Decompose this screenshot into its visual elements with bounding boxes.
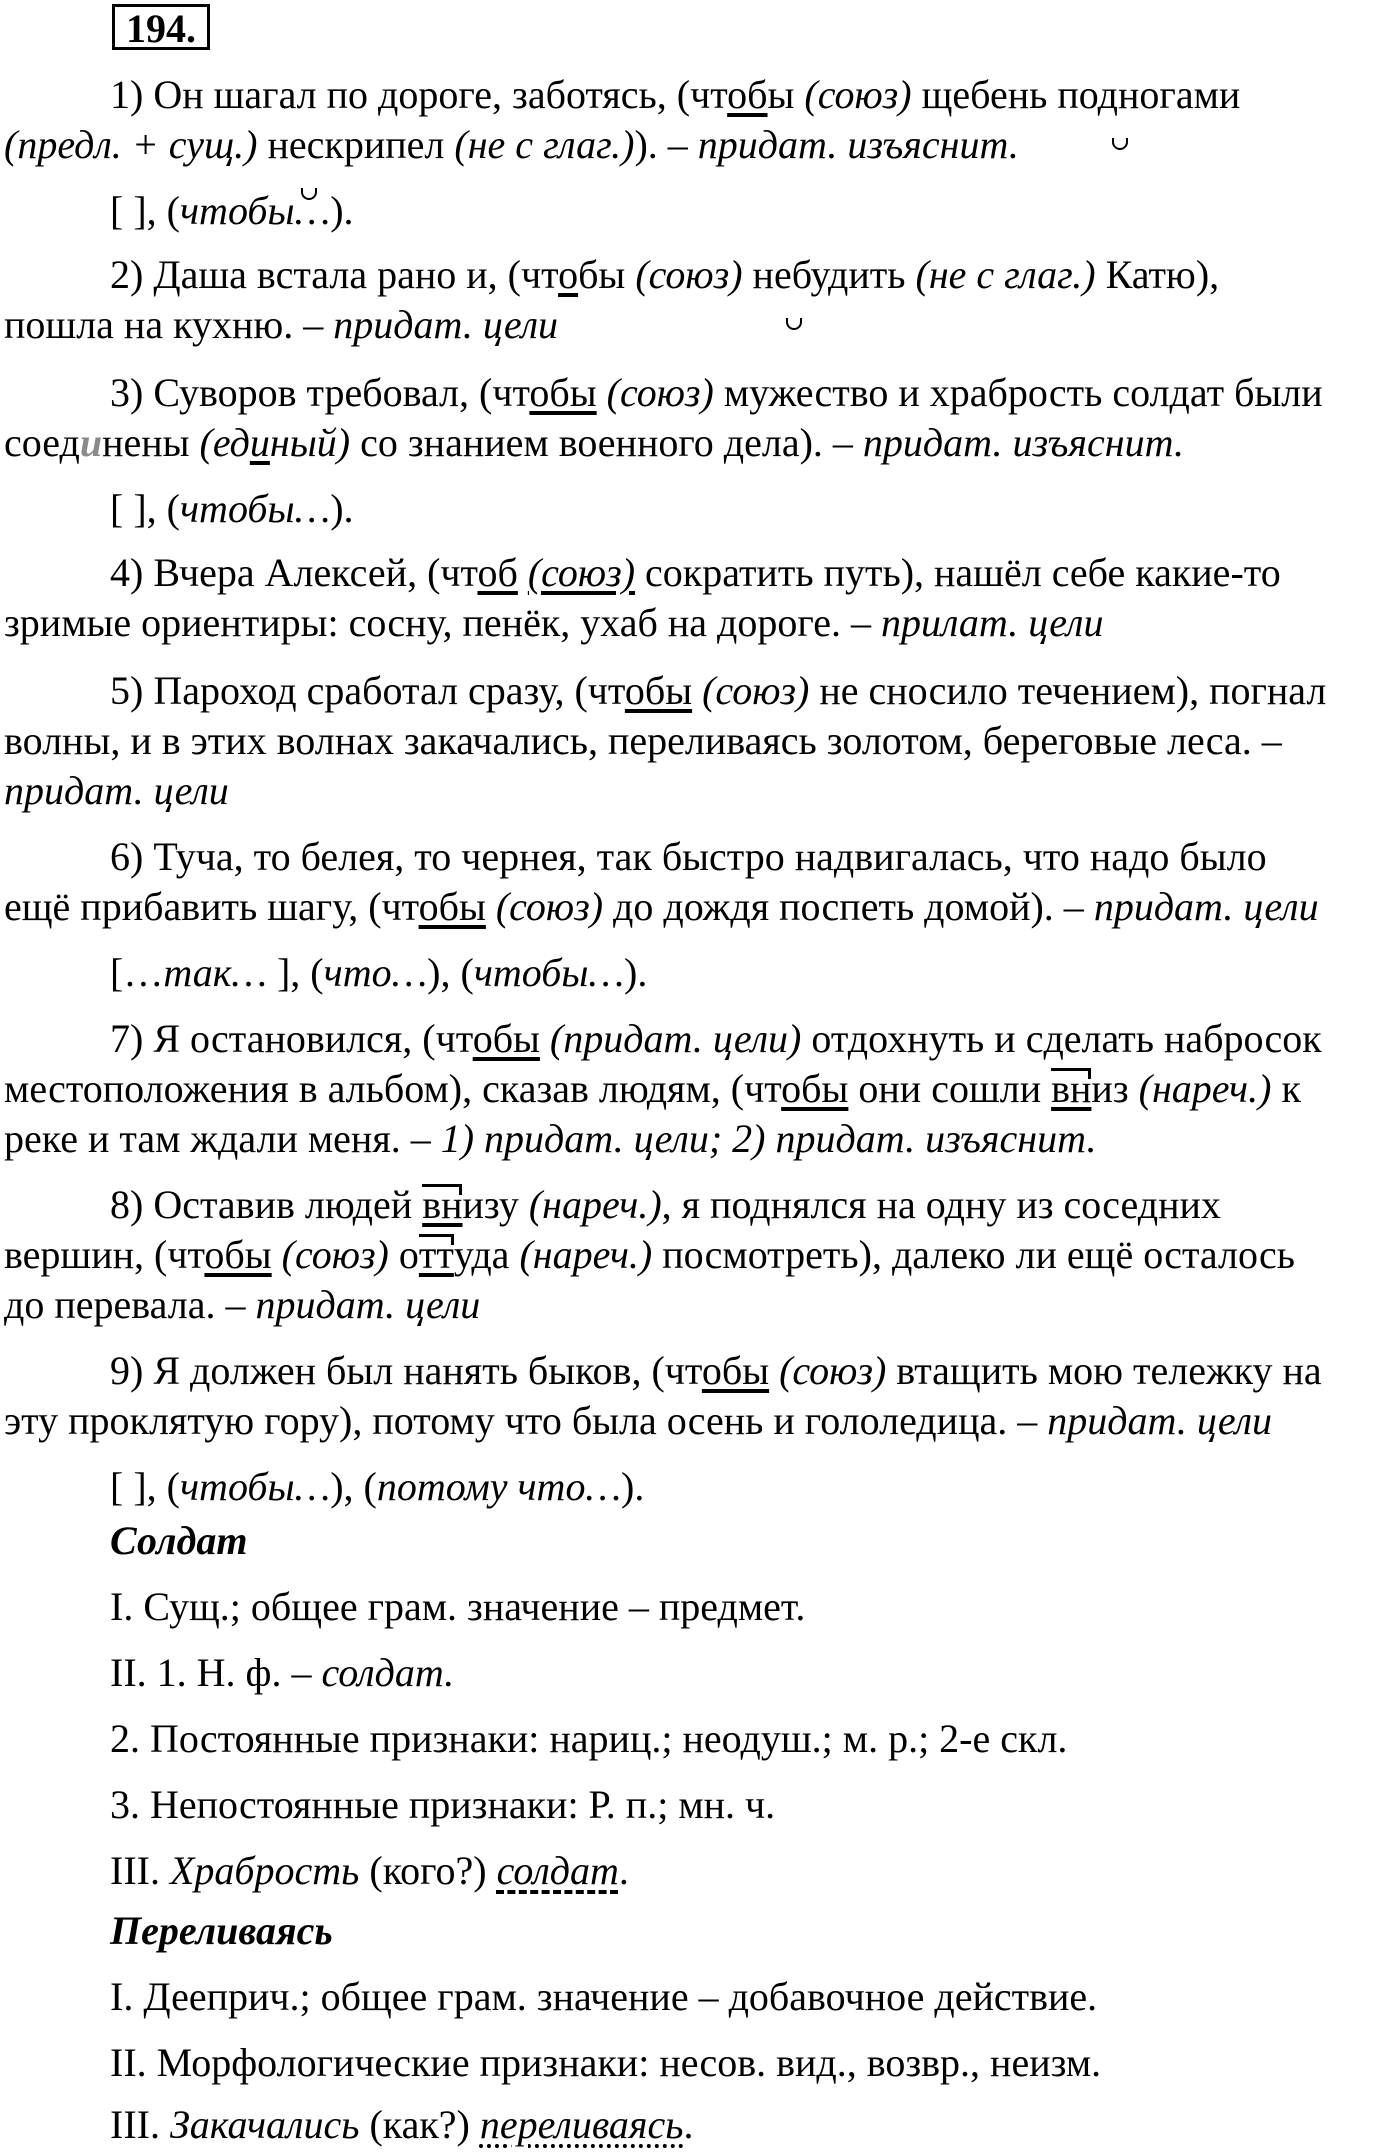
- prefix-mark: тт: [419, 1230, 454, 1280]
- s3-line2: соединены (единый) со знанием военного дела). – придат. изъяснит.: [4, 420, 1184, 465]
- soldat-p3: 2. Постоянные признаки: нариц.; неодуш.; м. р.; 2-е скл.: [110, 1716, 1068, 1761]
- s2-line2: пошла на кухню. – придат. цели: [4, 302, 559, 347]
- s5-line2: волны, и в этих волнах закачались, переливаясь золотом, береговые леса. –: [4, 718, 1282, 763]
- s2-line1: 2) Даша встала рано и, (чтобы (союз) небудить (не с глаг.) Катю),: [110, 252, 1220, 297]
- perel-p2: II. Морфологические признаки: несов. вид., возвр., неизм.: [110, 2040, 1102, 2085]
- s1-line1: 1) Он шагал по дороге, заботясь, (чтобы (союз) щебень подногами: [110, 72, 1241, 117]
- s6-line2: ещё прибавить шагу, (чтобы (союз) до дождя поспеть домой). – придат. цели: [4, 884, 1319, 929]
- s4-line2: зримые ориентиры: сосну, пенёк, ухаб на дороге. – прилат. цели: [4, 600, 1104, 645]
- soldat-p2: II. 1. Н. ф. – солдат.: [110, 1650, 455, 1695]
- s8-line2: вершин, (чтобы (союз) оттуда (нареч.) посмотреть), далеко ли ещё осталось: [4, 1230, 1295, 1280]
- s9-line2: эту проклятую гору), потому что была осень и гололедица. – придат. цели: [4, 1398, 1273, 1443]
- prefix-mark: вн: [1051, 1064, 1091, 1114]
- soldat-p4: 3. Непостоянные признаки: Р. п.; мн. ч.: [110, 1782, 776, 1827]
- s7-line3: реке и там ждали меня. – 1) придат. цели; 2) придат. изъяснит.: [4, 1116, 1097, 1161]
- s3-line1: 3) Суворов требовал, (чтобы (союз) мужество и храбрость солдат были: [110, 370, 1323, 415]
- soldat-heading: Солдат: [110, 1518, 248, 1563]
- s5-line3: придат. цели: [4, 768, 229, 813]
- s7-line2: местоположения в альбом), сказав людям, (чтобы они сошли вниз (нареч.) к: [4, 1064, 1301, 1114]
- s1-line2: (предл. + сущ.) нескрипел (не с глаг.)). – придат. изъяснит.: [4, 122, 1019, 167]
- s3-scheme: [ ], (чтобы…).: [110, 486, 354, 531]
- s6-line1: 6) Туча, то белея, то чернея, так быстро надвигалась, что надо было: [110, 834, 1267, 879]
- s4-line1: 4) Вчера Алексей, (чтоб (союз) сократить путь), нашёл себе какие-то: [110, 550, 1281, 595]
- perel-heading: Переливаясь: [110, 1908, 333, 1953]
- s9-scheme: [ ], (чтобы…), (потому что…).: [110, 1464, 645, 1509]
- prefix-mark: вн: [422, 1180, 462, 1230]
- s1-scheme: [ ], (чтобы…).: [110, 188, 354, 233]
- s5-line1: 5) Пароход сработал сразу, (чтобы (союз) не сносило течением), погнал: [110, 668, 1327, 713]
- s8-line1: 8) Оставив людей внизу (нареч.), я поднялся на одну из соседних: [110, 1180, 1221, 1230]
- soldat-p1: I. Сущ.; общее грам. значение – предмет.: [110, 1584, 806, 1629]
- highlighted-letter: и: [79, 420, 103, 465]
- perel-p1: I. Дееприч.; общее грам. значение – добавочное действие.: [110, 1974, 1098, 2019]
- s7-line1: 7) Я остановился, (чтобы (придат. цели) отдохнуть и сделать набросок: [110, 1016, 1322, 1061]
- s6-scheme: […так… ], (что…), (чтобы…).: [110, 950, 648, 995]
- soldat-p5: III. Храбрость (кого?) солдат.: [110, 1848, 629, 1893]
- s9-line1: 9) Я должен был нанять быков, (чтобы (союз) втащить мою тележку на: [110, 1348, 1322, 1393]
- perel-p3: III. Закачались (как?) переливаясь.: [110, 2102, 694, 2147]
- exercise-number: 194.: [112, 4, 210, 50]
- s8-line3: до перевала. – придат. цели: [4, 1282, 481, 1327]
